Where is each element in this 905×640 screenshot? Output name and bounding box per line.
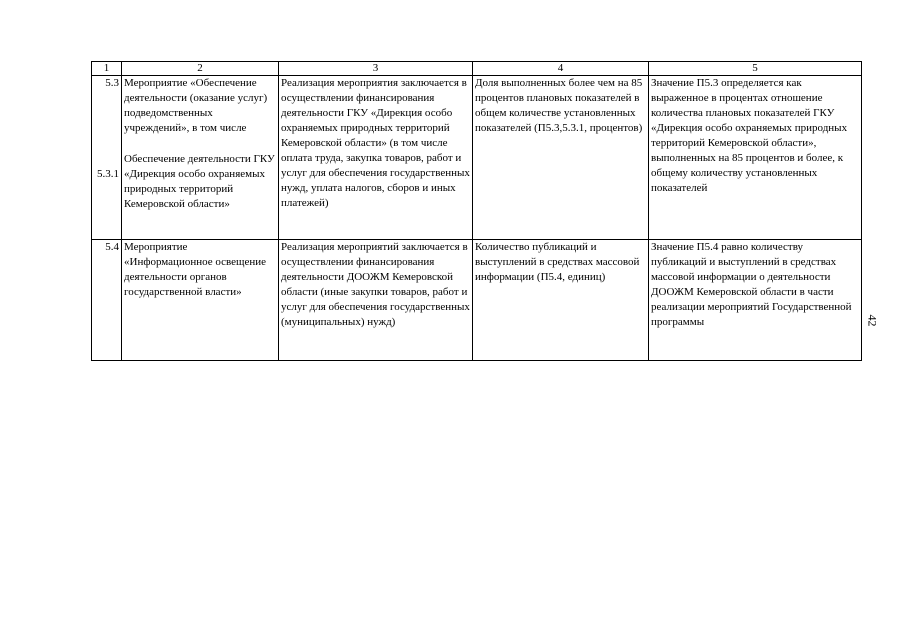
column-header: 3 <box>279 62 473 76</box>
indicator-cell: Доля выполненных более чем на 85 процентов плановых показателей в общем количестве установленных показателей (П5.3,5.3.1, процентов) <box>473 76 649 240</box>
row-number-cell: 5.4 <box>92 240 122 361</box>
program-activities-table <box>91 61 862 361</box>
calculation-method-cell: Значение П5.4 равно количеству публикаций и выступлений в средствах массовой информации о деятельности ДООЖМ Кемеровской области в части реализации мероприятий Государственной программы <box>649 240 862 361</box>
implementation-cell: Реализация мероприятия заключается в осуществлении финансирования деятельности ГКУ «Дирекция особо охраняемых природных территорий Кемеровской области» (в том числе оплата труда, закупка товаров, работ и услуг для обеспечения государственных нужд, уплата налогов, сборов и иных платежей) <box>279 76 473 240</box>
calculation-method-cell: Значение П5.3 определяется как выраженное в процентах отношение количества плановых показателей ГКУ «Дирекция особо охраняемых природных территорий Кемеровской области», выполненных на 85 процентов и более, к общему количеству установленных показателей <box>649 76 862 240</box>
indicator-cell: Количество публикаций и выступлений в средствах массовой информации (П5.4, единиц) <box>473 240 649 361</box>
implementation-cell: Реализация мероприятий заключается в осуществлении финансирования деятельности ДООЖМ Кемеровской области (иные закупки товаров, работ и услуг для обеспечения государственных (муниципальных) нужд) <box>279 240 473 361</box>
row-number: 5.3 <box>105 77 119 89</box>
sub-activity-name: Обеспечение деятельности ГКУ «Дирекция особо охраняемых природных территорий Кемеровской области» <box>124 153 275 210</box>
column-header: 1 <box>92 62 122 76</box>
activity-name: Мероприятие «Обеспечение деятельности (оказание услуг) подведомственных учреждений», в том числе <box>124 77 268 134</box>
spacer <box>94 91 119 167</box>
activity-name-cell <box>122 76 279 240</box>
spacer <box>124 136 276 152</box>
column-header: 2 <box>122 62 279 76</box>
table-row <box>92 76 862 240</box>
column-header: 5 <box>649 62 862 76</box>
activity-name-cell: Мероприятие «Информационное освещение деятельности органов государственной власти» <box>122 240 279 361</box>
row-number-cell <box>92 76 122 240</box>
column-header: 4 <box>473 62 649 76</box>
table-row <box>92 240 862 361</box>
sub-row-number: 5.3.1 <box>97 168 119 180</box>
page-number: 42 <box>865 314 880 327</box>
header-row <box>92 62 862 76</box>
